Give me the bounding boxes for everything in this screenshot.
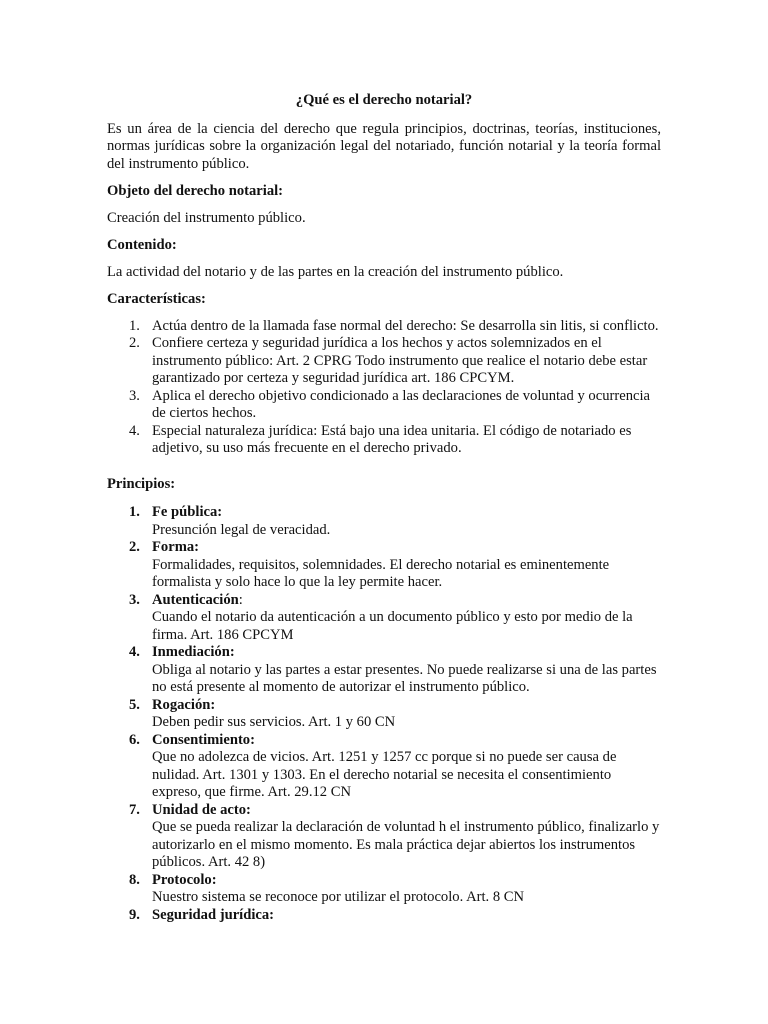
list-item <box>107 318 661 336</box>
list-item <box>107 423 661 458</box>
principle-item <box>107 644 661 697</box>
list-number: 5. <box>129 696 140 713</box>
objeto-heading: Objeto del derecho notarial: <box>107 183 284 199</box>
list-item-text: Actúa dentro de la llamada fase normal del derecho: Se desarrolla sin litis, si conflicto. <box>152 317 659 334</box>
principle-item <box>107 539 661 592</box>
list-number: 2. <box>129 539 140 555</box>
principle-text: Que se pueda realizar la declaración de voluntad h el instrumento público, finalizarlo y autorizarlo en el mismo momento. Es mala práctica dejar abiertos los instrumentos públicos. Art. 42 8) <box>152 819 660 870</box>
principle-title: Inmediación: <box>152 644 235 660</box>
caracteristicas-list <box>107 318 661 458</box>
principle-text: Presunción legal de veracidad. <box>152 521 331 538</box>
intro-paragraph: Es un área de la ciencia del derecho que regula principios, doctrinas, teorías, instituciones, normas jurídicas sobre la organización legal del notariado, función notarial y la teoría formal del instrumento público. <box>107 120 661 172</box>
principle-title: Consentimiento: <box>152 731 255 748</box>
contenido-heading: Contenido: <box>107 237 177 253</box>
principle-title: Protocolo: <box>152 871 217 888</box>
principle-item <box>107 802 661 872</box>
principle-text: Nuestro sistema se reconoce por utilizar el protocolo. Art. 8 CN <box>152 889 525 905</box>
list-number: 4. <box>129 422 140 439</box>
objeto-text: Creación del instrumento público. <box>107 209 306 226</box>
list-number: 7. <box>129 801 140 818</box>
list-number: 8. <box>129 871 140 888</box>
principle-title-colon: : <box>238 591 243 608</box>
principios-heading: Principios: <box>107 475 176 492</box>
list-number: 9. <box>129 906 140 923</box>
list-number: 2. <box>129 335 140 351</box>
principle-title: Autenticación <box>152 591 239 608</box>
principle-title: Seguridad jurídica: <box>152 906 275 923</box>
principle-item <box>107 907 661 925</box>
principle-item <box>107 592 661 645</box>
principle-title: Rogación: <box>152 696 216 713</box>
list-item-text: Aplica el derecho objetivo condicionado a las declaraciones de voluntad y ocurrencia de ciertos hechos. <box>152 387 651 421</box>
principle-title: Forma: <box>152 539 200 555</box>
principle-title: Unidad de acto: <box>152 801 251 818</box>
principle-text: Que no adolezca de vicios. Art. 1251 y 1257 cc porque si no puede ser causa de nulidad. Art. 1301 y 1303. En el derecho notarial se necesita el consentimiento expreso, que firme. Art. 29.12 CN <box>152 749 617 800</box>
contenido-text: La actividad del notario y de las partes en la creación del instrumento público. <box>107 263 564 280</box>
principle-item <box>107 872 661 907</box>
list-number: 6. <box>129 731 140 748</box>
list-item <box>107 335 661 388</box>
list-number: 3. <box>129 591 140 608</box>
list-item <box>107 388 661 423</box>
list-item-text: Especial naturaleza jurídica: Está bajo una idea unitaria. El código de notariado es adjetivo, su uso más frecuente en el derecho privado. <box>152 422 632 456</box>
list-number: 4. <box>129 644 140 660</box>
principios-list <box>107 504 661 924</box>
list-number: 3. <box>129 387 140 404</box>
principle-text: Obliga al notario y las partes a estar presentes. No puede realizarse si una de las partes no está presente al momento de autorizar el instrumento público. <box>152 661 657 695</box>
principle-text: Deben pedir sus servicios. Art. 1 y 60 CN <box>152 714 396 730</box>
list-number: 1. <box>129 504 140 520</box>
list-item-text: Confiere certeza y seguridad jurídica a los hechos y actos solemnizados en el instrumento público: Art. 2 CPRG Todo instrumento que realice el notario debe estar garantizado por certeza y seguridad jurídica art. 186 CPCYM. <box>152 335 648 386</box>
principle-item <box>107 732 661 802</box>
list-number: 1. <box>129 317 140 334</box>
principle-text: Formalidades, requisitos, solemnidades. El derecho notarial es eminentemente formalista y solo hace lo que la ley permite hacer. <box>152 556 610 590</box>
document-title: ¿Qué es el derecho notarial? <box>295 92 473 108</box>
caracteristicas-heading: Características: <box>107 291 206 307</box>
principle-title: Fe pública: <box>152 504 223 520</box>
principle-item <box>107 504 661 539</box>
principle-text: Cuando el notario da autenticación a un documento público y esto por medio de la firma. Art. 186 CPCYM <box>152 609 633 643</box>
principle-item <box>107 697 661 732</box>
